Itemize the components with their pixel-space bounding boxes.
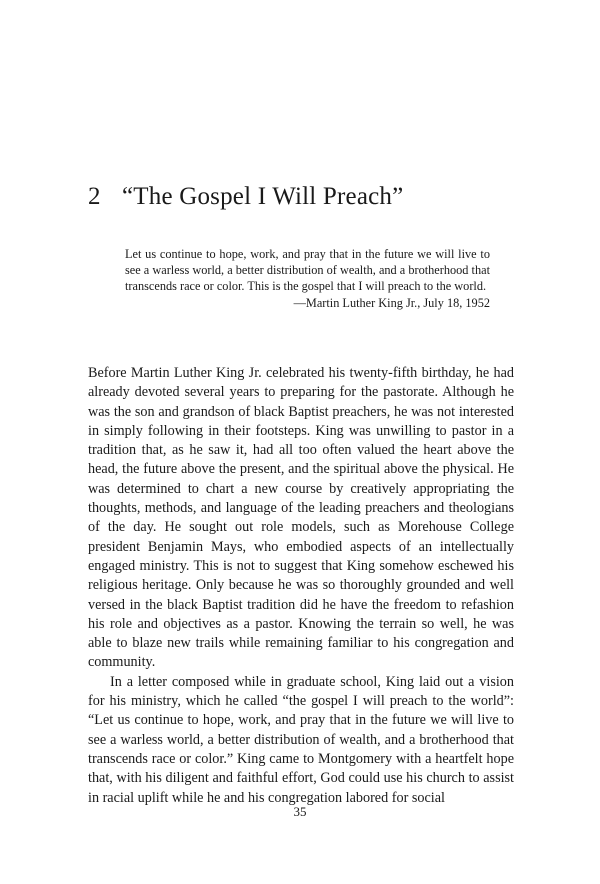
epigraph (125, 246, 490, 311)
epigraph-attribution: —Martin Luther King Jr., July 18, 1952 (293, 295, 490, 310)
chapter-heading (88, 180, 403, 214)
chapter-title: “The Gospel I Will Preach” (122, 183, 404, 210)
body-text (88, 364, 514, 808)
page-number: 35 (293, 804, 307, 819)
chapter-number: 2 (88, 183, 101, 210)
epigraph-quote: Let us continue to hope, work, and pray that in the future we will live to see a warless world, a better distribution of wealth, and a brotherhood that transcends race or color. This is the gospel that I will preach to the world. (125, 247, 490, 294)
paragraph-1: Before Martin Luther King Jr. celebrated his twenty-fifth birthday, he had already devoted several years to preparing for the pastorate. Although he was the son and grandson of black Baptist preachers, he was not interested in simply following in their footsteps. King was unwilling to pastor in a tradition that, as he saw it, had all too often valued the heart above the head, the future above the present, and the spiritual above the physical. He was determined to chart a new course by creatively appropriating the thoughts, methods, and language of the leading preachers and theologians of the day. He sought out role models, such as Morehouse College president Benjamin Mays, who embodied aspects of an intellectually engaged ministry. This is not to suggest that King somehow eschewed his religious heritage. Only because he was so thoroughly grounded and well versed in the black Baptist tradition did he have the freedom to refashion his role and objectives as a pastor. Knowing the terrain so well, he was able to blaze new trails while remaining familiar to his congregation and community. (88, 365, 514, 671)
paragraph-2: In a letter composed while in graduate school, King laid out a vision for his ministry, which he called “the gospel I will preach to the world”: “Let us continue to hope, work, and pray that in the future we will live to see a warless world, a better distribution of wealth, and a brotherhood that transcends race or color.” King came to Montgomery with a heartfelt hope that, with his diligent and faithful effort, God could use his church to assist in racial uplift while he and his congregation labored for social (88, 673, 514, 806)
